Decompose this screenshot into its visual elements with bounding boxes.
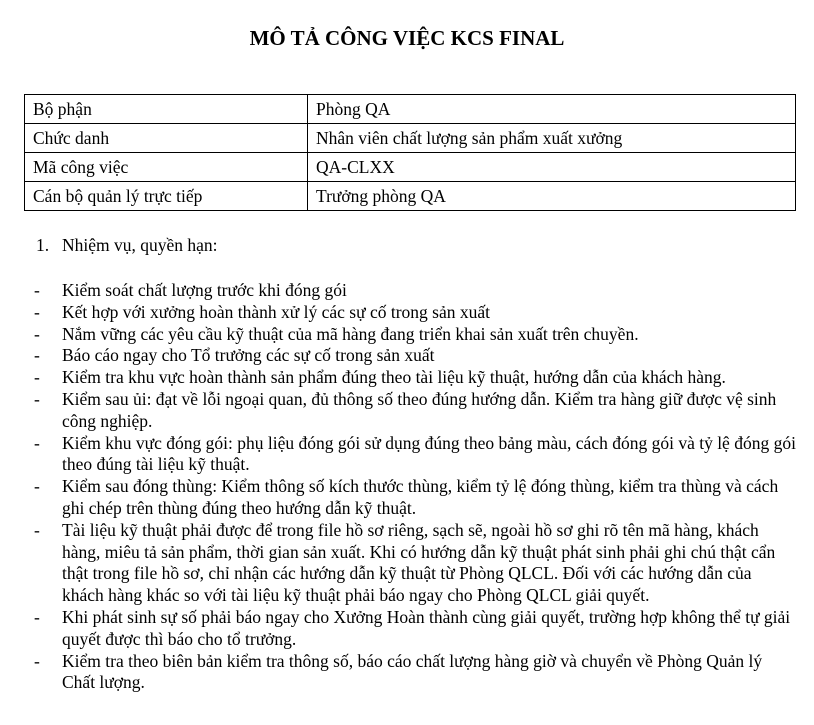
document-title: MÔ TẢ CÔNG VIỆC KCS FINAL (249, 26, 565, 50)
bullet-dash: - (34, 301, 40, 322)
list-item-text: Kiểm sau ủi: đạt về lỗi ngoại quan, đủ thông số theo đúng hướng dẫn. Kiểm tra hàng giữ được vệ sinh công nghiệp. (62, 388, 777, 431)
list-item-text: Khi phát sinh sự số phải báo ngay cho Xưởng Hoàn thành cùng giải quyết, trường hợp không thể tự giải quyết được thì báo cho tổ trưởng. (62, 606, 791, 649)
list-item (0, 476, 814, 520)
job-title-label: Chức danh (25, 124, 308, 153)
section-heading (36, 234, 218, 256)
bullet-dash: - (34, 650, 40, 671)
job-info-table (24, 94, 796, 211)
bullet-dash: - (34, 519, 40, 540)
list-item (0, 607, 814, 651)
bullet-dash: - (34, 367, 40, 388)
bullet-dash: - (34, 280, 40, 300)
direct-manager-label: Cán bộ quản lý trực tiếp (25, 182, 308, 211)
list-item (0, 389, 814, 433)
bullet-dash: - (34, 388, 40, 409)
bullet-dash: - (34, 323, 40, 344)
list-item-text: Kiểm soát chất lượng trước khi đóng gói (62, 280, 347, 300)
list-item (0, 433, 814, 477)
list-item-text: Kiểm tra theo biên bản kiểm tra thông số, báo cáo chất lượng hàng giờ và chuyển về Phòng Quản lý Chất lượng. (62, 650, 763, 693)
department-label: Bộ phận (25, 95, 308, 124)
list-item (0, 324, 814, 346)
table-row-direct-manager (25, 182, 796, 211)
table-row-job-title (25, 124, 796, 153)
bullet-dash: - (34, 432, 40, 453)
list-item-text: Tài liệu kỹ thuật phải được để trong file hồ sơ riêng, sạch sẽ, ngoài hồ sơ ghi rõ tên mã hàng, khách hàng, miêu tả sản phẩm, thời gian sản xuất. Khi có hướng dẫn kỹ thuật phát sinh phải ghi chú thật cẩn thật trong file hồ sơ, chỉ nhận các hướng dẫn kỹ thuật từ Phòng QLCL. Đối với các hướng dẫn của khách hàng khác so với tài liệu kỹ thuật phải báo ngay cho Phòng QLCL giải quyết. (62, 519, 776, 606)
list-item (0, 302, 814, 324)
list-item (0, 345, 814, 367)
job-code-value: QA-CLXX (308, 153, 796, 182)
table-row-department (25, 95, 796, 124)
section-heading-text: Nhiệm vụ, quyền hạn: (62, 235, 218, 255)
list-item-text: Nắm vững các yêu cầu kỹ thuật của mã hàng đang triển khai sản xuất trên chuyền. (62, 323, 639, 344)
list-item-text: Kiểm khu vực đóng gói: phụ liệu đóng gói sử dụng đúng theo bảng màu, cách đóng gói và tỷ lệ đóng gói theo đúng tài liệu kỹ thuật. (62, 432, 796, 475)
list-item-text: Báo cáo ngay cho Tổ trưởng các sự cố trong sản xuất (62, 345, 435, 366)
list-item-text: Kiểm sau đóng thùng: Kiểm thông số kích thước thùng, kiểm tỷ lệ đóng thùng, kiểm tra thùng và cách ghi chép trên thùng đúng theo hướng dẫn kỹ thuật. (62, 476, 779, 518)
job-title-value: Nhân viên chất lượng sản phẩm xuất xưởng (308, 124, 796, 153)
bullet-dash: - (34, 345, 40, 366)
duty-list (0, 280, 814, 694)
section-number: 1. (36, 235, 50, 255)
bullet-dash: - (34, 606, 40, 627)
list-item-text: Kiểm tra khu vực hoàn thành sản phẩm đúng theo tài liệu kỹ thuật, hướng dẫn của khách hàng. (62, 367, 726, 388)
bullet-dash: - (34, 476, 40, 497)
list-item (0, 367, 814, 389)
table-row-job-code (25, 153, 796, 182)
direct-manager-value: Trưởng phòng QA (308, 182, 796, 211)
list-item (0, 280, 814, 302)
department-value: Phòng QA (308, 95, 796, 124)
list-item (0, 651, 814, 695)
job-code-label: Mã công việc (25, 153, 308, 182)
list-item-text: Kết hợp với xưởng hoàn thành xử lý các sự cố trong sản xuất (62, 301, 491, 322)
list-item (0, 520, 814, 607)
